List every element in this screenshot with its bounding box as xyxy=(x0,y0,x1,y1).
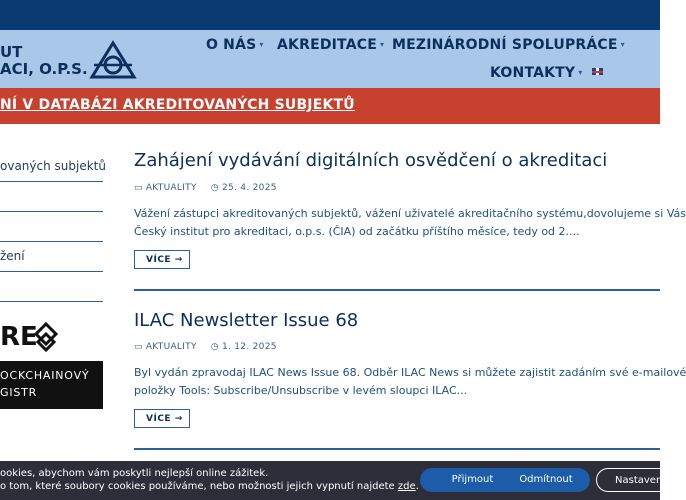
excerpt-line-1: Byl vydán zpravodaj ILAC News Issue 68. Odběr ILAC News si můžete zajistit zadáním své e-mailové xyxy=(134,366,686,379)
nav-akreditace-label: AKREDITACE xyxy=(277,37,377,53)
folder-icon: ▭ xyxy=(134,342,143,352)
english-flag-icon[interactable] xyxy=(592,68,603,75)
cookie-text-suffix: . xyxy=(415,481,419,492)
folder-icon: ▭ xyxy=(134,183,143,193)
nav-kontakty-label: KONTAKTY xyxy=(490,65,576,81)
nav-o-nas-label: O NÁS xyxy=(206,37,257,53)
chevron-down-icon: ▾ xyxy=(380,40,385,49)
cookie-text xyxy=(0,467,419,493)
re-registry-logo[interactable]: RE xyxy=(0,322,38,352)
cookie-settings-button[interactable]: Nastavení xyxy=(596,468,660,492)
reject-cookies-button[interactable]: Odmítnout xyxy=(502,468,590,492)
nav-o-nas[interactable] xyxy=(206,37,264,53)
logo-line-1: UT xyxy=(0,43,23,61)
sidebar-item-2[interactable] xyxy=(0,182,103,212)
clock-icon: ◷ xyxy=(210,183,219,193)
cookie-consent-bar xyxy=(0,461,666,500)
chevron-down-icon: ▾ xyxy=(578,68,583,77)
nav-mezinarodni-spoluprace[interactable] xyxy=(392,37,625,53)
sidebar-item-label: žení xyxy=(0,249,25,263)
nav-mezinarodni-spoluprace-label: MEZINÁRODNÍ SPOLUPRÁCE xyxy=(392,37,618,53)
post-title[interactable]: Zahájení vydávání digitálních osvědčení o akreditaci xyxy=(134,150,608,171)
post-date: 25. 4. 2025 xyxy=(221,183,277,193)
post-excerpt xyxy=(134,205,686,241)
excerpt-line-2: Český institut pro akreditaci, o.p.s. (ČIA) od začátku příštího měsíce, tedy od 2.... xyxy=(134,225,580,238)
sidebar-item-5[interactable] xyxy=(0,272,103,302)
database-banner[interactable] xyxy=(0,88,660,124)
post-excerpt xyxy=(134,364,686,400)
blockchain-line-2: GISTR xyxy=(0,386,38,399)
top-bar xyxy=(0,0,660,30)
chevron-down-icon: ▾ xyxy=(259,40,264,49)
cookie-text-line-2 xyxy=(0,480,419,493)
blockchain-diamond-icon xyxy=(34,322,58,354)
post-category[interactable]: AKTUALITY xyxy=(145,342,197,352)
post-divider xyxy=(134,289,660,291)
site-logo-text[interactable] xyxy=(0,44,88,78)
post-category[interactable]: AKTUALITY xyxy=(145,183,197,193)
sidebar-item-label: ovaných subjektů xyxy=(0,159,106,173)
post-meta xyxy=(134,183,277,193)
clock-icon: ◷ xyxy=(210,342,219,352)
post-divider xyxy=(134,448,660,450)
cookie-policy-link[interactable]: zde xyxy=(397,481,416,492)
post-title[interactable]: ILAC Newsletter Issue 68 xyxy=(134,310,359,331)
sidebar-item-3[interactable] xyxy=(0,212,103,242)
sidebar-item-4[interactable] xyxy=(0,242,103,272)
blockchain-line-1: OCKCHAINOVÝ xyxy=(0,369,90,382)
read-more-button[interactable]: VÍCE → xyxy=(134,250,190,269)
read-more-button[interactable]: VÍCE → xyxy=(134,409,190,428)
chevron-down-icon: ▾ xyxy=(620,40,625,49)
logo-line-2: ACI, O.P.S. xyxy=(0,60,88,78)
cookie-text-prefix: o tom, které soubory cookies používáme, nebo možnosti jejich vypnutí najdete xyxy=(0,481,398,492)
site-header xyxy=(0,30,660,88)
accept-cookies-button[interactable]: Přijmout xyxy=(420,468,525,492)
post-date: 1. 12. 2025 xyxy=(221,342,277,352)
excerpt-line-2: položky Tools: Subscribe/Unsubscribe v levém sloupci ILAC... xyxy=(134,384,468,397)
post-meta xyxy=(134,342,277,352)
cookie-text-line-1: ookies, abychom vám poskytli nejlepší online zážitek. xyxy=(0,468,269,479)
nav-akreditace[interactable] xyxy=(277,37,384,53)
excerpt-line-1: Vážení zástupci akreditovaných subjektů, vážení uživatelé akreditačního systému,dovolujeme si Vás xyxy=(134,207,686,220)
database-banner-link[interactable]: NÍ V DATABÁZI AKREDITOVANÝCH SUBJEKTŮ xyxy=(0,97,355,113)
sidebar-item-1[interactable] xyxy=(0,152,106,182)
nav-kontakty[interactable] xyxy=(490,65,583,81)
blockchain-registry-button[interactable] xyxy=(0,361,103,409)
cia-logo-icon[interactable] xyxy=(90,41,136,79)
